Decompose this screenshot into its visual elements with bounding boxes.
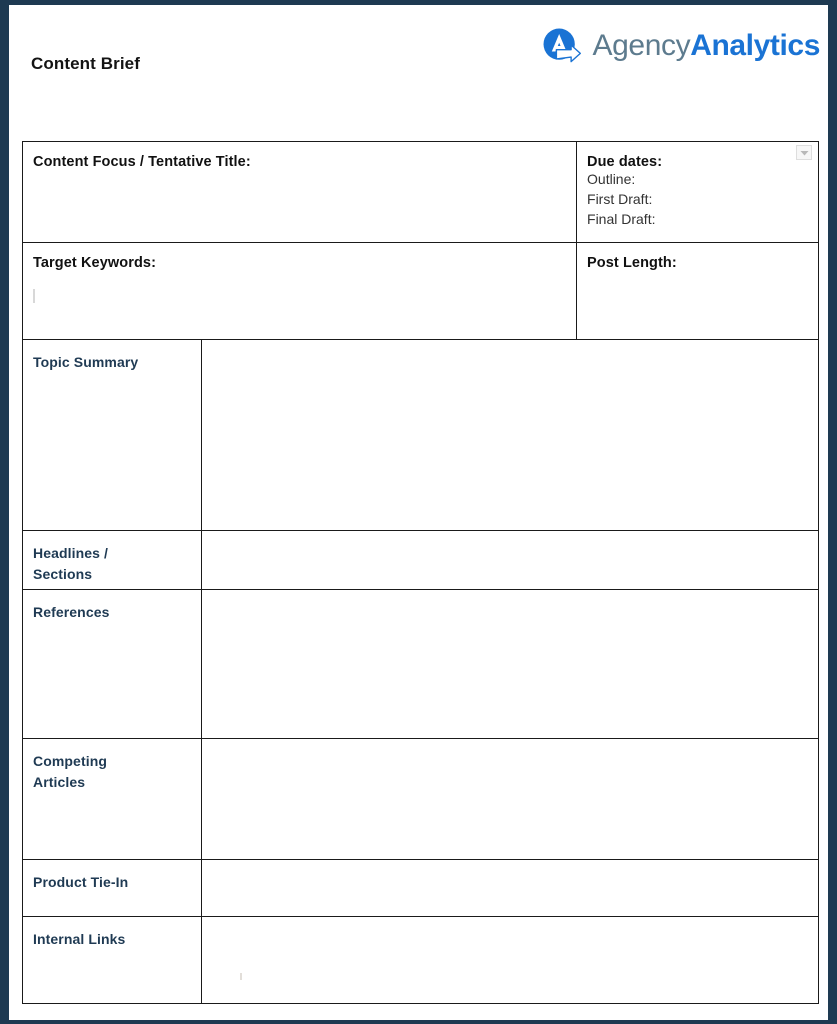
competing-articles-label-line2: Articles [33,774,86,790]
competing-articles-label-line1: Competing [33,753,108,769]
topic-summary-label: Topic Summary [33,354,139,370]
due-dates-cell[interactable] [577,142,819,243]
due-dates-label: Due dates: [587,154,663,170]
competing-articles-value-cell[interactable] [202,739,819,860]
references-label: References [33,604,110,620]
topic-summary-label-cell [23,340,202,531]
target-keywords-cell[interactable] [23,243,577,340]
references-value-cell[interactable] [202,590,819,739]
topic-summary-value-cell[interactable] [202,340,819,531]
headlines-sections-label-line2: Sections [33,566,93,582]
due-date-final-draft-label: Final Draft: [587,210,656,227]
internal-links-label-cell [23,917,202,1004]
content-focus-label: Content Focus / Tentative Title: [33,154,251,170]
agencyanalytics-arrow-icon [538,23,584,69]
table-row [23,590,819,739]
post-length-cell[interactable] [577,243,819,340]
target-keywords-label: Target Keywords: [33,255,156,271]
table-row [23,142,819,243]
logo-text-analytics: Analytics [690,29,820,62]
document-header [9,5,828,125]
content-focus-cell[interactable] [23,142,577,243]
logo-wordmark [593,31,820,61]
content-brief-table [22,141,819,1004]
logo-text-agency: Agency [592,29,691,62]
table-row [23,531,819,590]
chevron-down-icon[interactable] [796,145,812,160]
product-tie-in-value-cell[interactable] [202,860,819,917]
text-caret-artifact [33,289,35,303]
document-page [9,5,828,1020]
headlines-sections-value-cell[interactable] [202,531,819,590]
table-row [23,243,819,340]
references-label-cell [23,590,202,739]
internal-links-label: Internal Links [33,931,126,947]
table-row [23,739,819,860]
due-date-first-draft-label: First Draft: [587,190,653,207]
post-length-label: Post Length: [587,255,677,271]
table-row [23,860,819,917]
competing-articles-label-cell [23,739,202,860]
table-row [23,340,819,531]
table-row [23,917,819,1004]
product-tie-in-label: Product Tie-In [33,874,129,890]
headlines-sections-label-cell [23,531,202,590]
agencyanalytics-logo [538,23,820,69]
internal-links-value-cell[interactable] [202,917,819,1004]
due-date-outline-label: Outline: [587,171,636,187]
headlines-sections-label-line1: Headlines / [33,545,109,561]
page-title: Content Brief [31,54,140,73]
ink-speck-artifact [240,973,242,980]
product-tie-in-label-cell [23,860,202,917]
